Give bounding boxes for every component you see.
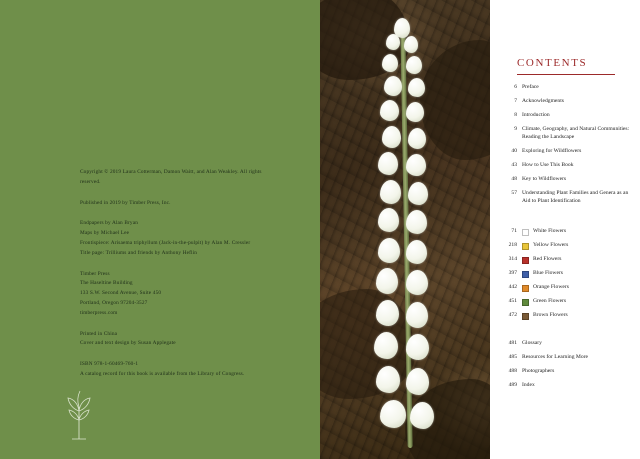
toc-page-number: 488 xyxy=(508,367,517,374)
copyright-paragraph: ISBN 978-1-60469-760-1 A catalog record for this book is available from the Library of Congress. xyxy=(80,361,245,377)
toc-entry-label: Introduction xyxy=(522,111,550,118)
color-swatch-icon xyxy=(522,271,529,278)
copyright-paragraph: Printed in China Cover and text design by Susan Applegate xyxy=(80,330,176,347)
copyright-text-block xyxy=(80,168,270,380)
toc-entry[interactable] xyxy=(501,161,637,169)
toc-page-number: 48 xyxy=(511,175,517,182)
toc-entry[interactable] xyxy=(501,175,637,183)
toc-entry-label: Climate, Geography, and Natural Communities: Reading the Landscape xyxy=(522,125,630,141)
toc-page-number: 314 xyxy=(508,256,517,263)
toc-page-number: 7 xyxy=(514,97,517,104)
toc-page-number: 57 xyxy=(511,189,517,196)
color-swatch-icon xyxy=(522,285,529,292)
copyright-paragraph: Timber Press The Haseltine Building 133 S.W. Second Avenue, Suite 450 Portland, Oregon 97204-3527 timberpress.com xyxy=(80,270,162,316)
toc-group-back-matter xyxy=(501,339,637,389)
toc-group-spacer xyxy=(501,214,637,227)
toc-page-number: 71 xyxy=(511,228,517,235)
toc-page-number: 43 xyxy=(511,161,517,168)
toc-entry[interactable] xyxy=(501,227,637,236)
toc-page-number: 451 xyxy=(508,298,517,305)
tree-seedling-ornament-icon xyxy=(62,387,96,441)
toc-page-number: 472 xyxy=(508,312,517,319)
toc-entry-label: Acknowledgments xyxy=(522,97,564,104)
toc-page-number: 442 xyxy=(508,284,517,291)
toc-entry[interactable] xyxy=(501,111,637,119)
toc-entry-label: Index xyxy=(522,381,535,388)
table-of-contents xyxy=(501,83,637,398)
toc-entry[interactable] xyxy=(501,241,637,250)
toc-entry-label: Brown Flowers xyxy=(533,312,568,319)
toc-entry[interactable] xyxy=(501,283,637,292)
toc-entry[interactable] xyxy=(501,147,637,155)
toc-group-front-matter xyxy=(501,83,637,205)
toc-entry[interactable] xyxy=(501,269,637,278)
page-title: CONTENTS xyxy=(517,57,588,69)
toc-page-number: 40 xyxy=(511,147,517,154)
toc-entry-label: How to Use This Book xyxy=(522,161,574,168)
copyright-paragraph: Endpapers by Alan Bryan Maps by Michael Lee Frontispiece: Arisaema triphyllum (Jack-in-the-pulpit) by Alan M. Cressler Title page: Trilliums and friends by Anthony Heflin xyxy=(80,220,251,256)
toc-entry[interactable] xyxy=(501,97,637,105)
toc-page-number: 9 xyxy=(514,125,517,132)
toc-entry[interactable] xyxy=(501,381,637,389)
toc-entry-label: White Flowers xyxy=(533,228,567,235)
toc-entry[interactable] xyxy=(501,339,637,347)
toc-entry[interactable] xyxy=(501,125,637,142)
toc-entry-label: Glossary xyxy=(522,339,542,346)
color-swatch-icon xyxy=(522,243,529,250)
toc-entry-label: Resources for Learning More xyxy=(522,353,589,360)
toc-entry-label: Exploring for Wildflowers xyxy=(522,147,582,154)
copyright-paragraph: Published in 2019 by Timber Press, Inc. xyxy=(80,199,171,206)
frontispiece-photo xyxy=(320,0,490,459)
toc-page-number: 489 xyxy=(508,381,517,388)
toc-page-number: 485 xyxy=(508,353,517,360)
toc-page-number: 481 xyxy=(508,339,517,346)
toc-entry-label: Understanding Plant Families and Genera as an Aid to Plant Identification xyxy=(522,189,629,205)
toc-page-number: 8 xyxy=(514,111,517,118)
toc-entry[interactable] xyxy=(501,189,637,206)
toc-page-number: 218 xyxy=(508,242,517,249)
contents-page xyxy=(490,0,640,459)
color-swatch-icon xyxy=(522,313,529,320)
toc-entry[interactable] xyxy=(501,353,637,361)
toc-entry-label: Preface xyxy=(522,84,539,90)
toc-entry[interactable] xyxy=(501,297,637,306)
toc-entry-label: Orange Flowers xyxy=(533,284,569,291)
toc-page-number: 6 xyxy=(514,84,517,90)
toc-entry[interactable] xyxy=(501,311,637,320)
toc-entry[interactable] xyxy=(501,255,637,264)
copyright-paragraph: Copyright © 2019 Laura Cotterman, Damon Waitt, and Alan Weakley. All rights reserved. xyxy=(80,169,262,185)
toc-entry[interactable] xyxy=(501,83,637,91)
color-swatch-icon xyxy=(522,257,529,264)
toc-entry-label: Yellow Flowers xyxy=(533,242,569,249)
toc-entry[interactable] xyxy=(501,367,637,375)
toc-entry-label: Green Flowers xyxy=(533,298,567,305)
toc-entry-label: Key to Wildflowers xyxy=(522,175,567,182)
toc-entry-label: Blue Flowers xyxy=(533,270,563,277)
toc-page-number: 397 xyxy=(508,270,517,277)
toc-group-color-sections xyxy=(501,227,637,320)
color-swatch-icon xyxy=(522,299,529,306)
toc-group-spacer xyxy=(501,329,637,339)
toc-entry-label: Photographers xyxy=(522,367,555,374)
title-divider xyxy=(517,74,615,75)
toc-entry-label: Red Flowers xyxy=(533,256,562,263)
color-swatch-icon xyxy=(522,229,529,236)
